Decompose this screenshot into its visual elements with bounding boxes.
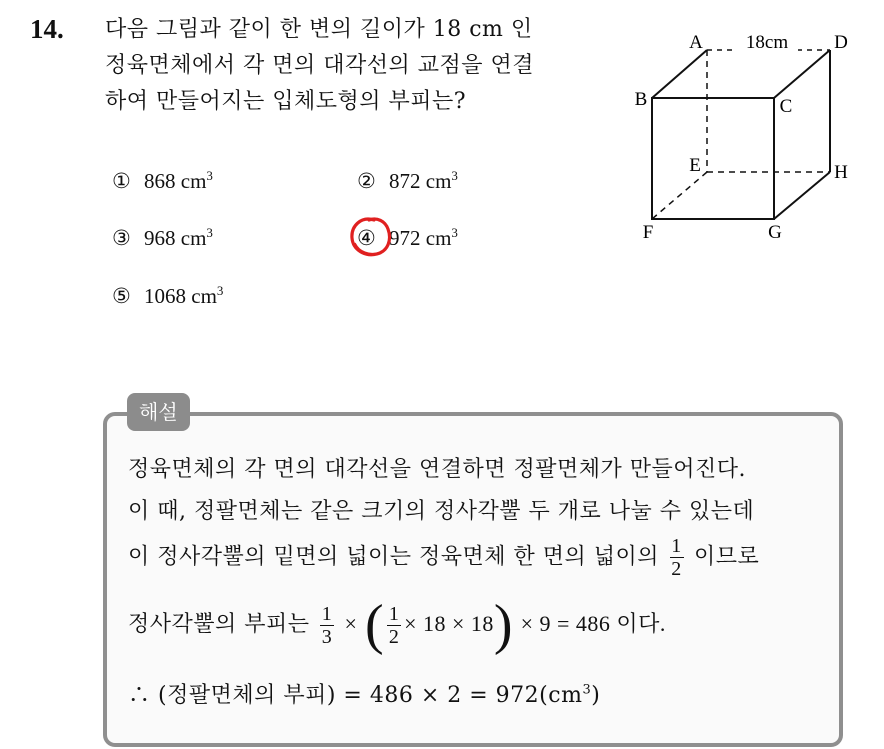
option-marker: ① [112,169,131,193]
fraction-denominator: 3 [321,625,333,648]
option-unit: cm [180,226,207,250]
open-paren: ( [364,594,385,656]
explanation-line-2: 이 때, 정팔면체는 같은 크기의 정사각뿔 두 개로 나눌 수 있는데 [128,499,755,524]
option-exponent: 3 [206,225,213,240]
option-2[interactable] [357,168,458,194]
line3-tail: 이므로 [694,544,760,570]
fraction-numerator: 1 [321,602,333,625]
line4-tail: × 9 = 486 이다. [520,611,666,636]
vertex-label-e: E [689,155,701,176]
explanation-line-1: 정육면체의 각 면의 대각선을 연결하면 정팔면체가 만들어진다. [128,457,747,482]
line4-text: 정사각뿔의 부피는 [128,612,310,637]
vertex-label-d: D [834,32,848,53]
edge-cd [774,50,830,98]
conclusion-close: ) [591,683,601,708]
conclusion-text: ∴ (정팔면체의 부피) = 486 × 2 = 972( [128,683,549,708]
option-exponent: 3 [206,168,213,183]
option-value: 972 [389,226,421,250]
option-value: 868 [144,169,176,193]
conclusion-unit: cm [548,683,583,708]
vertex-label-c: C [779,96,793,117]
explanation-line-5 [128,678,600,709]
line3-text: 이 정사각뿔의 밑면의 넓이는 정육면체 한 면의 넓이의 [128,544,659,570]
vertex-label-a: A [689,32,703,53]
option-marker: ⑤ [112,284,131,308]
option-exponent: 3 [451,225,458,240]
question-number: 14. [30,14,64,44]
option-unit: cm [425,226,452,250]
times-sign: × [344,611,358,636]
edge-length-label: 18cm [745,32,789,53]
cube-figure [620,22,860,252]
question-stem [105,12,605,120]
option-value: 968 [144,226,176,250]
answer-circle-mark [347,214,395,260]
close-paren: ) [493,594,514,656]
option-marker: ④ [357,226,376,250]
edge-gh [774,172,830,219]
option-marker: ③ [112,226,131,250]
fraction-half [670,535,684,580]
option-5[interactable] [112,283,223,309]
vertex-label-h: H [834,162,848,183]
option-value: 1068 [144,284,186,308]
option-unit: cm [425,169,452,193]
option-marker: ② [357,169,376,193]
fraction-numerator: 1 [388,602,400,625]
explanation-line-3 [128,535,759,580]
stem-line-2: 정육면체에서 각 면의 대각선의 교점을 연결 [105,53,535,78]
inner-product: × 18 × 18 [404,611,494,636]
vertex-label-b: B [634,89,648,110]
front-face [652,98,774,219]
option-exponent: 3 [216,283,224,298]
fraction-third [320,603,334,648]
option-unit: cm [191,284,217,308]
edge-ef-hidden [652,172,707,219]
option-exponent: 3 [451,168,458,183]
fraction-numerator: 1 [671,535,682,557]
explanation-tag: 해설 [127,393,190,431]
option-1[interactable] [112,168,213,194]
option-unit: cm [180,169,207,193]
option-value: 872 [389,169,421,193]
stem-line-1: 다음 그림과 같이 한 변의 길이가 18 cm 인 [105,17,533,42]
option-3[interactable] [112,225,213,251]
fraction-denominator: 2 [388,625,400,648]
stem-line-3: 하여 만들어지는 입체도형의 부피는? [105,89,467,114]
fraction-half-inner [387,603,401,648]
edge-ba [652,50,707,98]
vertex-label-g: G [768,222,782,243]
conclusion-exponent: 3 [582,682,592,698]
explanation-line-4 [128,594,666,656]
fraction-denominator: 2 [671,558,682,580]
vertex-label-f: F [642,222,654,243]
